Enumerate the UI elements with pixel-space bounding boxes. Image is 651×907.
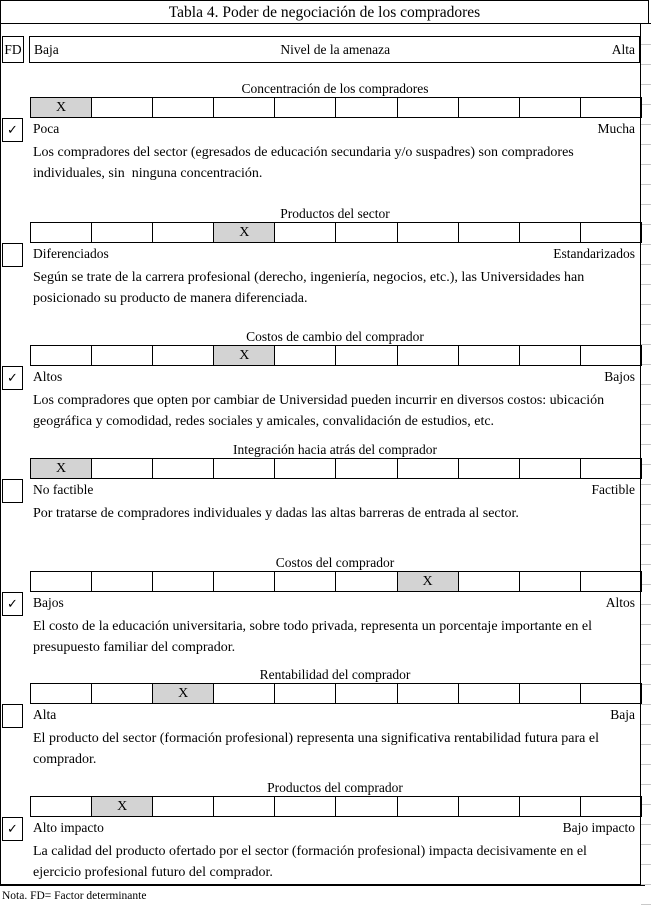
scale-cell[interactable] (336, 223, 397, 242)
factor-title: Costos de cambio del comprador (246, 329, 424, 344)
scale-left-label: Diferenciados (33, 246, 109, 261)
scale-cell[interactable] (398, 797, 459, 816)
fd-checkbox[interactable] (2, 118, 23, 142)
fd-checkbox[interactable] (2, 704, 23, 728)
scale-cell[interactable] (275, 346, 336, 365)
scale-cell[interactable] (459, 684, 520, 703)
scale-cell[interactable] (520, 684, 581, 703)
scale-cell[interactable] (92, 684, 153, 703)
threat-high-label: Alta (611, 41, 635, 57)
scale-cell[interactable] (92, 346, 153, 365)
checkmark-icon: ✓ (7, 370, 18, 385)
factor-title: Productos del comprador (267, 780, 403, 795)
scale-cell[interactable] (581, 346, 641, 365)
footnote: Nota. FD= Factor determinante (2, 890, 147, 902)
scale-cell[interactable] (31, 223, 92, 242)
scale-left-label: Poca (33, 121, 60, 136)
scale-cell[interactable] (336, 459, 397, 478)
scale-cell[interactable] (336, 98, 397, 117)
scale-cell[interactable] (398, 98, 459, 117)
scale-cell[interactable] (336, 684, 397, 703)
scale-cell[interactable] (459, 459, 520, 478)
fd-checkbox[interactable] (2, 366, 23, 390)
scale-cell[interactable] (92, 223, 153, 242)
scale-right-label: Factible (591, 482, 635, 497)
scale-cell[interactable] (398, 684, 459, 703)
scale-cell[interactable] (153, 98, 214, 117)
scale-cell[interactable] (275, 572, 336, 591)
scale-cell-marked[interactable]: X (398, 572, 459, 591)
scale-cell[interactable] (275, 459, 336, 478)
factor-title: Concentración de los compradores (241, 81, 429, 96)
scale-cell[interactable] (398, 459, 459, 478)
scale-right-label: Altos (605, 595, 635, 610)
scale-left-label: Alta (33, 707, 57, 722)
scale-cell[interactable] (520, 98, 581, 117)
factor-description: El producto del sector (formación profesional) representa una significativa rentabilidad futura para el comprador. (33, 731, 603, 767)
scale-cell[interactable] (398, 223, 459, 242)
scale-cell[interactable] (459, 98, 520, 117)
factor-description: Según se trate de la carrera profesional (derecho, ingeniería, negocios, etc.), las Universidades han posicionado su producto de manera diferenciada. (33, 270, 588, 306)
scale-right-label: Mucha (597, 121, 635, 136)
factor-section (0, 81, 651, 203)
scale-cell[interactable] (31, 346, 92, 365)
checkmark-icon: ✓ (7, 821, 18, 836)
rating-scale-row (30, 97, 642, 118)
scale-left-label: Altos (33, 369, 63, 384)
scale-cell-marked[interactable]: X (214, 223, 275, 242)
scale-cell-marked[interactable]: X (92, 797, 153, 816)
checkmark-icon: ✓ (7, 122, 18, 137)
scale-left-label: Bajos (33, 595, 64, 610)
scale-cell[interactable] (336, 797, 397, 816)
scale-cell[interactable] (581, 223, 641, 242)
scale-cell[interactable] (581, 572, 641, 591)
scale-left-label: Alto impacto (33, 820, 104, 835)
factor-title: Costos del comprador (275, 555, 395, 570)
scale-right-label: Bajos (604, 369, 635, 384)
scale-cell[interactable] (153, 797, 214, 816)
scale-cell[interactable] (520, 223, 581, 242)
scale-cell[interactable] (153, 223, 214, 242)
scale-cell[interactable] (214, 684, 275, 703)
scale-cell[interactable] (214, 98, 275, 117)
factor-title: Integración hacia atrás del comprador (233, 442, 437, 457)
factor-description: La calidad del producto ofertado por el sector (formación profesional) impacta decisivamente en el ejercicio profesional futuro del comprador. (33, 844, 591, 880)
fd-checkbox[interactable] (2, 243, 23, 267)
factor-description: Los compradores que opten por cambiar de Universidad pueden incurrir en diversos costos: ubicación geográfica y comodidad, redes sociales y amicales, convalidación de estudios, etc. (33, 393, 608, 429)
threat-center-label: Nivel de la amenaza (280, 41, 391, 57)
scale-cell[interactable] (92, 572, 153, 591)
scale-cell[interactable] (275, 223, 336, 242)
scale-cell[interactable] (520, 572, 581, 591)
rating-scale-row (30, 571, 642, 592)
scale-cell-marked[interactable]: X (153, 684, 214, 703)
factor-section (0, 555, 651, 677)
scale-cell[interactable] (153, 459, 214, 478)
scale-cell[interactable] (31, 684, 92, 703)
factor-section (0, 780, 651, 902)
rating-scale-row (30, 796, 642, 817)
scale-cell[interactable] (275, 797, 336, 816)
scale-right-label: Bajo impacto (562, 820, 635, 835)
scale-cell[interactable] (214, 459, 275, 478)
scale-cell[interactable] (581, 684, 641, 703)
scale-cell[interactable] (520, 459, 581, 478)
scale-cell[interactable] (153, 572, 214, 591)
scale-cell[interactable] (520, 797, 581, 816)
rating-scale-row (30, 345, 642, 366)
scale-cell[interactable] (214, 572, 275, 591)
scale-cell[interactable] (398, 346, 459, 365)
table-top-border (0, 0, 649, 1)
factor-section (0, 667, 651, 789)
scale-cell-marked[interactable]: X (31, 98, 92, 117)
scale-cell[interactable] (336, 572, 397, 591)
factor-description: El costo de la educación universitaria, sobre todo privada, representa un porcentaje importante en el presupuesto familiar del comprador. (33, 619, 596, 655)
scale-cell[interactable] (581, 797, 641, 816)
scale-cell-marked[interactable]: X (214, 346, 275, 365)
scale-right-label: Estandarizados (553, 246, 635, 261)
rating-scale-row (30, 458, 642, 479)
scale-right-label: Baja (610, 707, 635, 722)
factor-section (0, 329, 651, 451)
threat-low-label: Baja (34, 41, 59, 57)
factor-title: Rentabilidad del comprador (259, 667, 411, 682)
factor-description: Por tratarse de compradores individuales y dadas las altas barreras de entrada al sector. (33, 506, 519, 521)
scale-cell[interactable] (459, 797, 520, 816)
scale-cell-marked[interactable]: X (31, 459, 92, 478)
rating-scale-row (30, 683, 642, 704)
scale-cell[interactable] (459, 572, 520, 591)
factor-description: Los compradores del sector (egresados de educación secundaria y/o suspadres) son compradores individuales, sin ninguna concentración. (33, 145, 578, 181)
scale-cell[interactable] (581, 98, 641, 117)
fd-header-cell: FD (2, 36, 24, 63)
scale-cell[interactable] (275, 98, 336, 117)
scale-cell[interactable] (31, 797, 92, 816)
table-title: Tabla 4. Poder de negociación de los compradores (168, 4, 481, 21)
fd-checkbox[interactable] (2, 817, 23, 841)
factor-section (0, 442, 651, 564)
scale-cell[interactable] (459, 223, 520, 242)
scale-cell[interactable] (336, 346, 397, 365)
fd-checkbox[interactable] (2, 592, 23, 616)
rating-scale-row (30, 222, 642, 243)
scale-left-label: No factible (33, 482, 94, 497)
scale-cell[interactable] (520, 346, 581, 365)
scale-cell[interactable] (275, 684, 336, 703)
factor-section (0, 206, 651, 328)
scale-cell[interactable] (214, 797, 275, 816)
title-separator-line (0, 23, 651, 24)
fd-checkbox[interactable] (2, 479, 23, 503)
factor-title: Productos del sector (280, 206, 390, 221)
scale-cell[interactable] (31, 572, 92, 591)
scale-cell[interactable] (153, 346, 214, 365)
scale-cell[interactable] (581, 459, 641, 478)
threat-level-header (29, 36, 640, 63)
scale-cell[interactable] (92, 98, 153, 117)
checkmark-icon: ✓ (7, 596, 18, 611)
scale-cell[interactable] (459, 346, 520, 365)
scale-cell[interactable] (92, 459, 153, 478)
